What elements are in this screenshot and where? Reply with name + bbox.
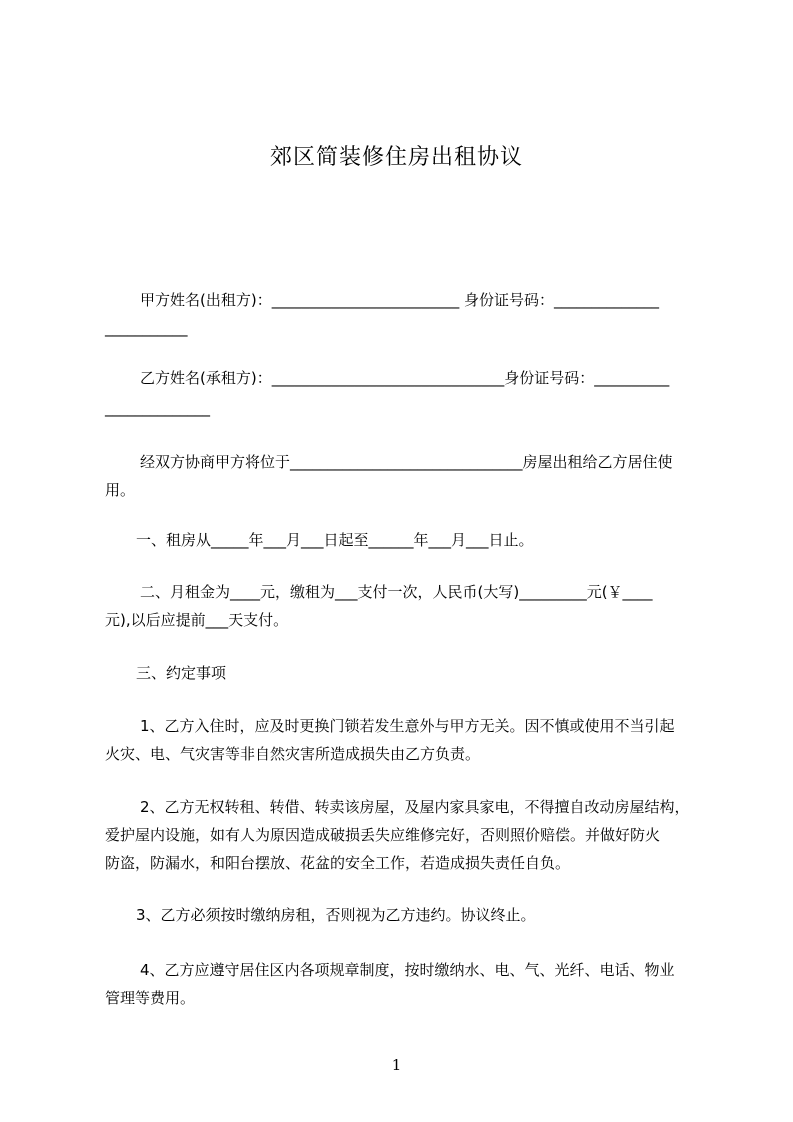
- page-number: 1: [391, 1056, 402, 1074]
- item-3-line: 3、乙方必须按时缴纳房租，否则视为乙方违约。协议终止。: [136, 906, 536, 924]
- item-4-line-cont: 管理等费用。: [105, 989, 196, 1007]
- clause-agreed-items-heading: 三、约定事项: [136, 664, 227, 682]
- clause-rent-amount-cont: 元),以后应提前___天支付。: [105, 611, 289, 629]
- party-b-line: 乙方姓名(承租方)：_______________________________身份证号码：__________: [140, 369, 670, 387]
- item-2-line: 2、乙方无权转租、转借、转卖该房屋，及屋内家具家电，不得擅自改动房屋结构，: [140, 798, 690, 816]
- item-2-line-cont: 爱护屋内设施，如有人为原因造成破损丢失应维修完好，否则照价赔偿。并做好防火: [105, 826, 661, 844]
- location-line-cont: 用。: [105, 481, 136, 499]
- party-a-line: 甲方姓名(出租方)：_________________________ 身份证号码：______________: [140, 291, 659, 309]
- item-1-line-cont: 火灾、电、气灾害等非自然灾害所造成损失由乙方负责。: [105, 745, 481, 763]
- item-4-line: 4、乙方应遵守居住区内各项规章制度，按时缴纳水、电、气、光纤、电话、物业: [140, 961, 675, 979]
- location-line: 经双方协商甲方将位于_______________________________房屋出租给乙方居住使: [140, 453, 673, 471]
- item-2-line-cont2: 防盗，防漏水，和阳台摆放、花盆的安全工作，若造成损失责任自负。: [105, 854, 571, 872]
- clause-rental-period: 一、租房从_____年___月___日起至______年___月___日止。: [136, 531, 534, 549]
- clause-rent-amount: 二、月租金为____元，缴租为___支付一次，人民币(大写)_________元(￥____: [140, 583, 653, 601]
- document-title: 郊区简装修住房出租协议: [269, 145, 523, 170]
- party-a-line-cont: ___________: [105, 319, 188, 337]
- party-b-line-cont: ______________: [105, 399, 210, 417]
- item-1-line: 1、乙方入住时，应及时更换门锁若发生意外与甲方无关。因不慎或使用不当引起: [140, 717, 675, 735]
